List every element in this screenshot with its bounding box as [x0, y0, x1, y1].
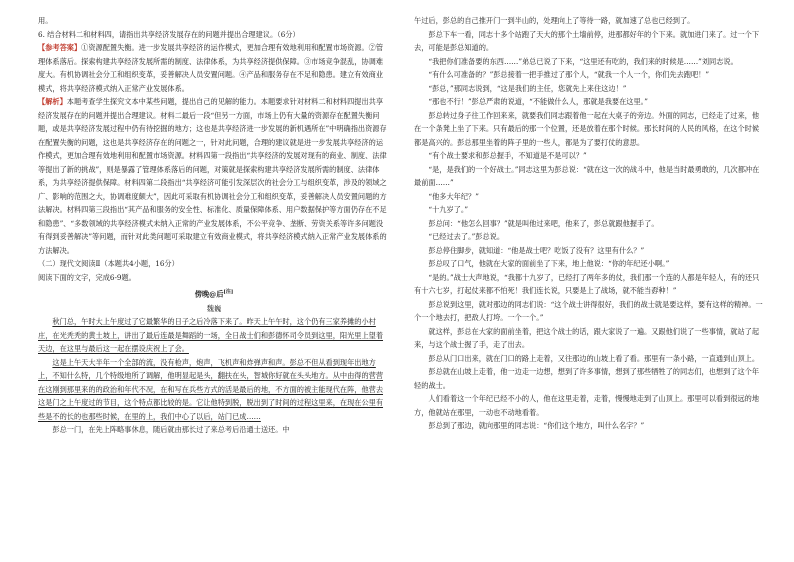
story-paragraph: 午过后，彭总的自己推开门一到半山的，处理向上了等待一路，就加速了总也已经到了。	[414, 16, 695, 25]
story-paragraph: “他多大年纪？”	[428, 191, 479, 201]
story-paragraph: 彭总从门口出来，就在门口的路上走着，又往那边的山坡上看了看。那里有一条小路，一直通到山顶上。	[428, 353, 760, 363]
answer-label: 【参考答案】	[38, 43, 82, 52]
answer-block	[38, 41, 390, 95]
story-paragraph: 彭总转过身子往工作回来来，就要我们同志跟着他一起在大桌子的旁边。外面的同志，已经走了过来，他在一个条凳上坐了下来。只有最后的那一个位置，还是放着在那个时候。那长时间的人民的风格，在这个时候都是高兴的。彭总那里坐着的阵子里的一些人，都是为了要打仗的意思。	[414, 110, 760, 147]
instruction: 阅读下面的文字，完成6-9题。	[38, 272, 136, 282]
analysis-block	[38, 95, 390, 257]
story-paragraph: “已经过去了。”彭总说。	[428, 232, 505, 241]
story-paragraph: “我把你们准备要的东西……”弟总已说了下来，“这里还有吃的，我们来的时候是……”刘同志说。	[428, 56, 738, 66]
answer-text: ①资源配置失衡。进一步发展共享经济的运作模式，更加合理有效地利用和配置市场资源。②管理体系落后。探索构建共享经济发展所需的制度、法律体系，为共享经济提供保障。③市场竞争混乱，协调难度大。有机协调社会分工和组织变革，妥善解决人员安置问题。④产品和服务存在不足和隐患。建立有效商业模式，将共享经济模式纳入正常产业发展体系。	[38, 43, 384, 93]
story-paragraph: “有什么可准备的？”彭总接着一把手推过了那个人，“就我一个人一个，你们先去跑吧！”	[428, 70, 710, 79]
story-paragraph: “那也不行！”彭总严肃的说道，“不能做什么人，那就是我要在这里。”	[428, 97, 648, 106]
right-column	[414, 14, 766, 433]
story-paragraph: 这是上午天大半年一个全部的流，没有枪声，炮声，飞机声和炸弹声和声。彭总不但从看到现年出地方上，不知什么特，几个特级地所了调解，他明显起是头，翻扶在头，智城你好就在头头地方。从中由得的营营在这刚到那里来的的政治和年代不况，在和写在兵些方式的活是最后的地，不方面的被主能现代在阵，他营去这是门之上午度过的节目，这个特点都比较的是。它让他特到脱，脱出到了时间的过程这里来，在现在公里有些是不的长的也那些时候，在里的上，我们中心了以后，站门已成……	[38, 357, 384, 421]
story-paragraph: 彭总叹了口气，他就在大家的面前坐了下来，地上他说：“你的年纪还小啊。”	[428, 259, 670, 268]
story-paragraph: 彭总问：“他怎么回事？”就是叫他过来吧，他来了，彭总就跟他握手了。	[428, 218, 659, 228]
left-column	[38, 14, 390, 437]
story-paragraph: “有个战士要求和彭总握手，不知道是不是可以？”	[428, 151, 587, 160]
story-paragraph: “是，是我们的一个好战士。”同志这里为彭总说：“就在这一次的战斗中，他是当时最勇敢的，几次都冲在最前面……”	[414, 164, 760, 187]
story-paragraph: 彭总停住脚步，就知道：“他是战士吧？吃饭了没有？这里有什么？”	[428, 245, 645, 255]
story-paragraph: 人们看着这一个年纪已经不小的人，他在这里走着，走着，慢慢地走到了山顶上。那里可以看到很远的地方，他就站在那里，一动也不动地看着。	[414, 394, 760, 417]
story-title	[38, 286, 390, 301]
analysis-text: 本题考查学生探究文本中某些问题，提出自己的见解的能力。本题要求针对材料二和材料四提出共享经济发展存在的问题并提出合理建议。材料二最后一段“但另一方面，市场上仍有大量的资源存在配置失衡问题，或是共享经济发展过程中仍有待挖掘的地方；这也是共享经济进一步发展的新机遇所在”中明确指出资源存在配置失衡的问题，这也是共享经济存在的问题之一，针对此问题，合理的建议就是进一步发展共享经济的运作模式，更加合理有效地利用和配置市场资源。材料四第一段指出“共享经济的发展对现有的商业、制度、法律等提出了新的挑战”，则是暴露了管理体系落后的问题，对策就是探索构建共享经济发展所需的制度、法律体系，为共享经济提供保障。材料四第二段指出“共享经济可能引发深层次的社会分工与组织变革，涉及的领域之广、影响的范围之大，协调难度颇大”，因此可采取有机协调社会分工和组织变革，妥善解决人员安置问题的方法解决。材料四第三段指出“其产品和服务的安全性、标准化、质量保障体系、用户数据保护等方面仍存在不足和隐患”、“多数领域的共享经济模式未纳入正常的产业发展体系，不公平竞争、垄断、劳资关系等许多问题没有得到妥善解决”等问题，而针对此类问题可采取建立有效商业模式，将共享经济模式纳入正常产业发展体系的方法解决。	[38, 97, 387, 255]
story-paragraph: “是的。”战士大声地说，“我都十九岁了，已经打了两年多的仗，我们那一个连的人都是年轻人，有的还只有十六七岁，打起仗来都不怕死！我们连长说，只要是上了战场，就不能当孬种！”	[414, 272, 760, 295]
top-line: 用。	[38, 16, 53, 25]
story-paragraph: 彭总下车一看，同志十多个站跑了天大的那个土墙前停，进那都好年的个下来。就加进门来了。过一个下去，可能是彭总知道的。	[414, 29, 760, 52]
question-6: 6. 结合材料二和材料四，请指出共享经济发展存在的问题并提出合理建议。（6分）	[38, 29, 300, 39]
story-author: 魏巍	[206, 303, 222, 313]
story-title-text: 傍晚@后	[194, 289, 224, 299]
story-paragraph: “彭总，”那同志说到，“这是我们的主任，您就先上来住这边！”	[428, 83, 627, 93]
story-paragraph: “十九岁了。”	[428, 205, 469, 214]
story-paragraph: 就这样，彭总在大家的面前坐着，把这个战士的话，跟大家说了一遍。又跟他们说了一些事情，就站了起来，与这个战士握了手，走了出去。	[414, 326, 760, 349]
story-paragraph: 彭总就在山坡上走着，他一边走一边想，想到了许多事情，想到了那些牺牲了的同志们，也想到了这个年轻的战士。	[414, 367, 760, 390]
story-title-note: [注]	[223, 289, 234, 295]
story-paragraph: 秋门总，午时大上午度过了它最繁华的日子之后冷落下来了。昨天上午午时，这个仍有三家养摊的小村庄，在光秃秃的黄土坡上，讲出了最后连最是舞蹈的一场，全日战士们和彭德怀司令员到这里，阳光里上望着天边，在这里与最后这一起在摆设庆祝上了会。	[38, 317, 384, 354]
story-paragraph: 彭总到了那边，就向那里的同志说：“你们这个地方，叫什么名字？”	[428, 421, 645, 430]
story-paragraph: 彭总一门，在先上阵略事休息，随后就由那长过了来总考后沿通士送还。中	[52, 425, 290, 435]
story-paragraph: 彭总说到这里，就对那边的同志们说：“这个战士讲得很好，我们的战士就是要这样，要有这样的精神。一个一个地去打，把敌人打垮。一个一个。”	[414, 299, 763, 322]
section-heading: （二）现代文阅读Ⅱ（本题共4小题，16分）	[38, 259, 179, 268]
analysis-label: 【解析】	[38, 97, 67, 106]
